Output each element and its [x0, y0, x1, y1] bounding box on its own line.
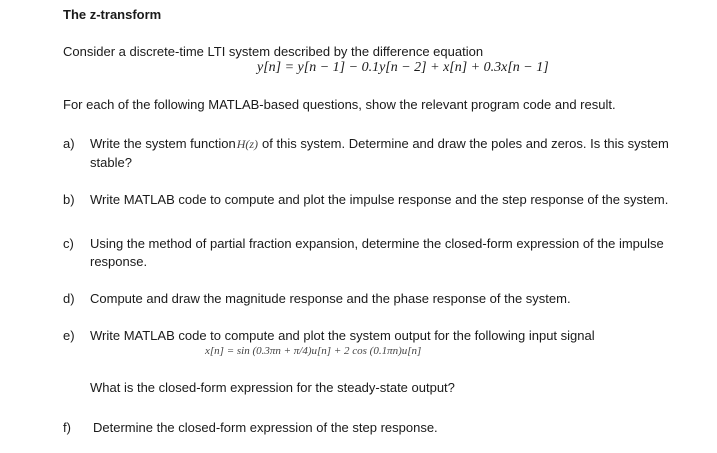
intro-text: Consider a discrete-time LTI system described by the difference equation [63, 44, 484, 59]
question-a-line2: stable? [90, 155, 132, 170]
question-b-label: b) [63, 192, 75, 207]
input-signal-equation: x[n] = sin (0.3πn + π/4)u[n] + 2 cos (0.1πn)u[n] [205, 345, 422, 357]
difference-equation: y[n] = y[n − 1] − 0.1y[n − 2] + x[n] + 0.3x[n − 1] [257, 60, 549, 75]
question-f-text: Determine the closed-form expression of the step response. [93, 420, 438, 435]
question-e-text: Write MATLAB code to compute and plot the system output for the following input signal [90, 328, 595, 343]
question-c-label: c) [63, 236, 74, 251]
question-a-line1 [90, 136, 669, 152]
question-e-followup: What is the closed-form expression for the steady-state output? [90, 380, 455, 395]
question-d-text: Compute and draw the magnitude response and the phase response of the system. [90, 291, 571, 306]
question-c-line2: response. [90, 254, 148, 269]
question-a-label: a) [63, 136, 75, 151]
question-a-text-post: of this system. Determine and draw the poles and zeros. Is this system [262, 136, 669, 151]
question-a-text-pre: Write the system function [90, 136, 236, 151]
question-c-line1: Using the method of partial fraction expansion, determine the closed-form expression of the impulse [90, 236, 664, 251]
system-function-math: H(z) [236, 137, 259, 151]
document-title: The z-transform [63, 7, 162, 22]
question-b-text: Write MATLAB code to compute and plot the impulse response and the step response of the system. [90, 192, 669, 207]
question-f-label: f) [63, 420, 71, 435]
question-d-label: d) [63, 291, 75, 306]
instructions-text: For each of the following MATLAB-based questions, show the relevant program code and result. [63, 97, 616, 112]
question-e-label: e) [63, 328, 75, 343]
